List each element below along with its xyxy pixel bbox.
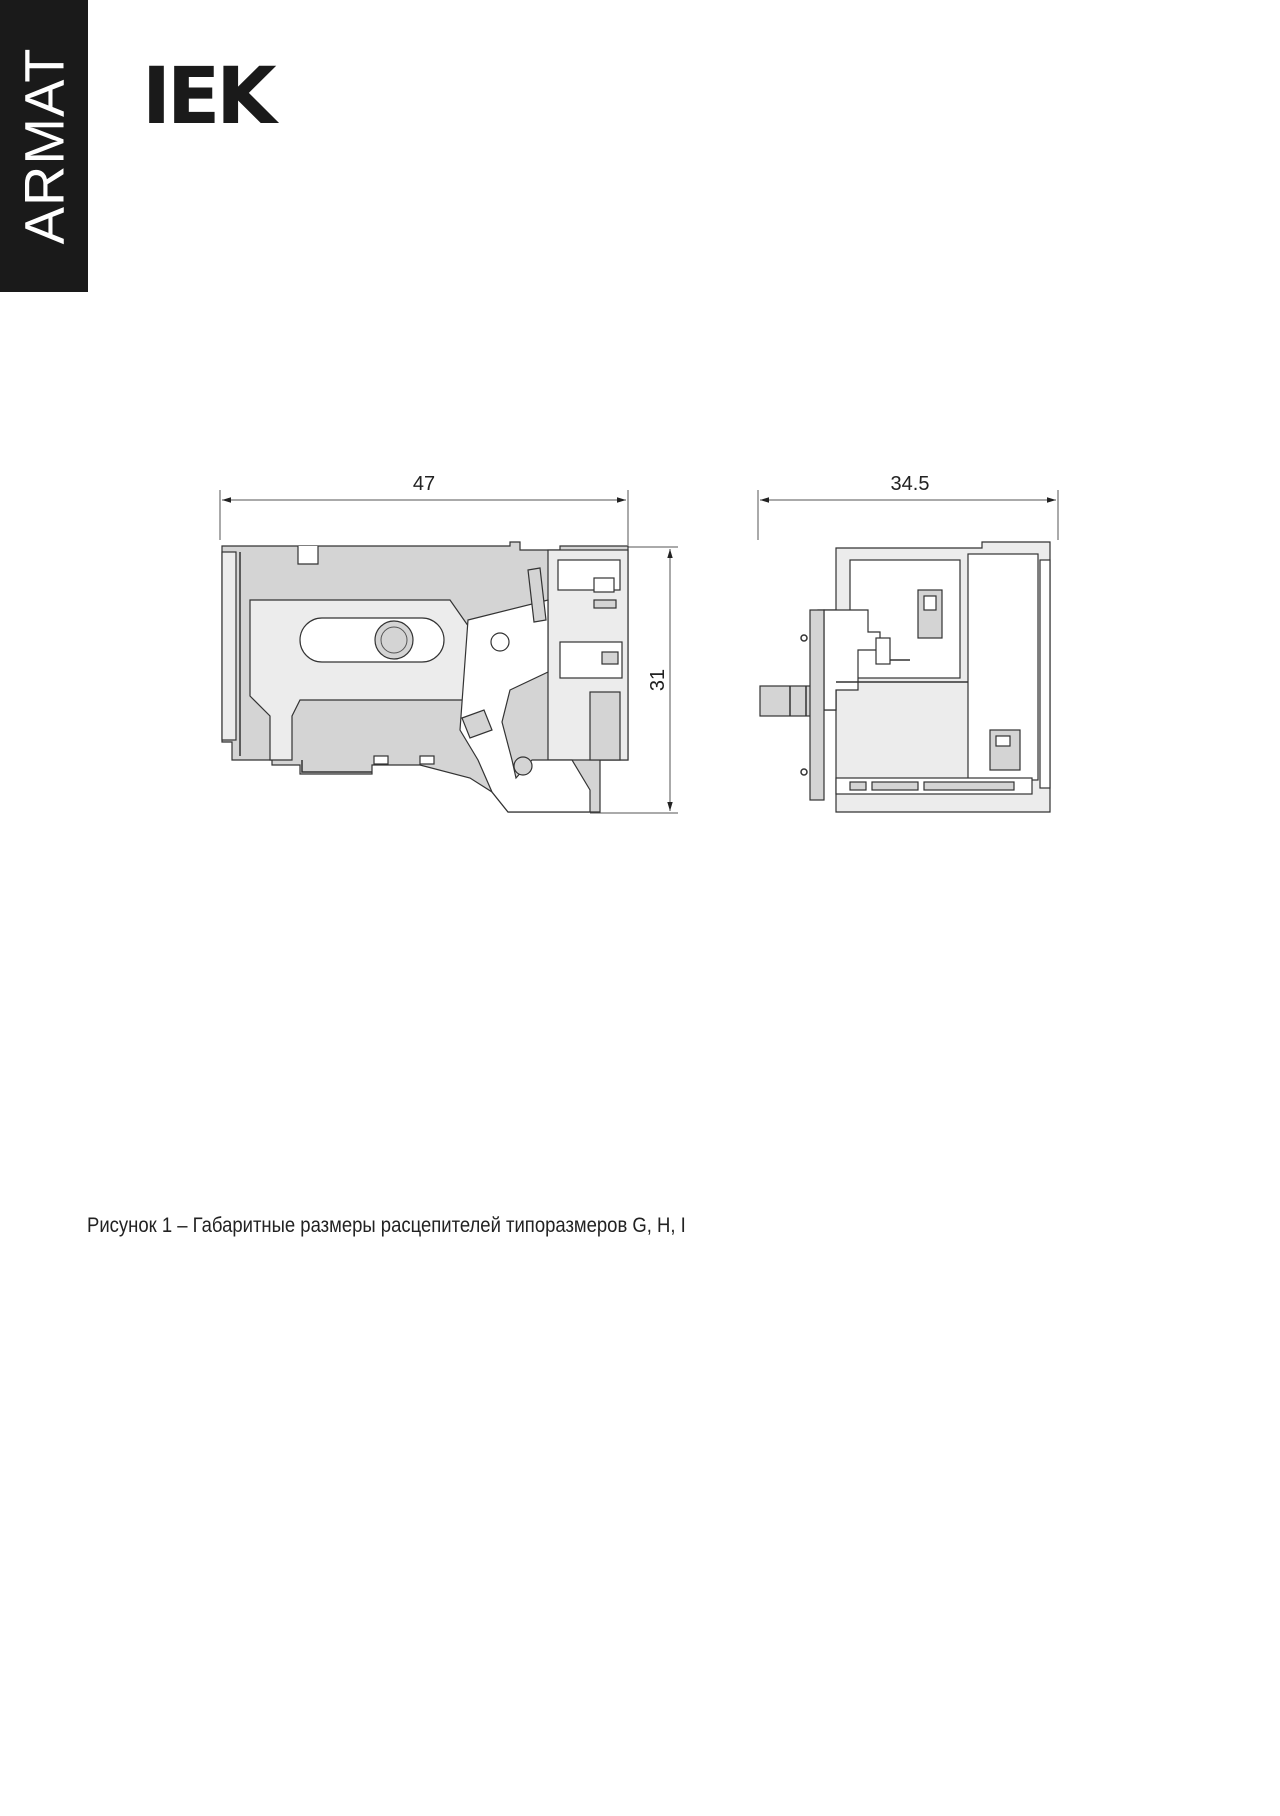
side-tab-label: ARMAT xyxy=(12,47,76,245)
left-view-drawing xyxy=(220,490,678,813)
dimension-height-left: 31 xyxy=(647,668,669,692)
technical-drawing xyxy=(0,460,1280,840)
dimension-width-left: 47 xyxy=(412,473,436,495)
iek-logo: IEK xyxy=(142,52,273,142)
figure-caption: Рисунок 1 – Габаритные размеры расцепителей типоразмеров G, H, I xyxy=(87,1214,686,1237)
dimension-width-right: 34.5 xyxy=(890,473,930,495)
right-view-drawing xyxy=(758,490,1058,812)
side-tab xyxy=(0,0,88,292)
